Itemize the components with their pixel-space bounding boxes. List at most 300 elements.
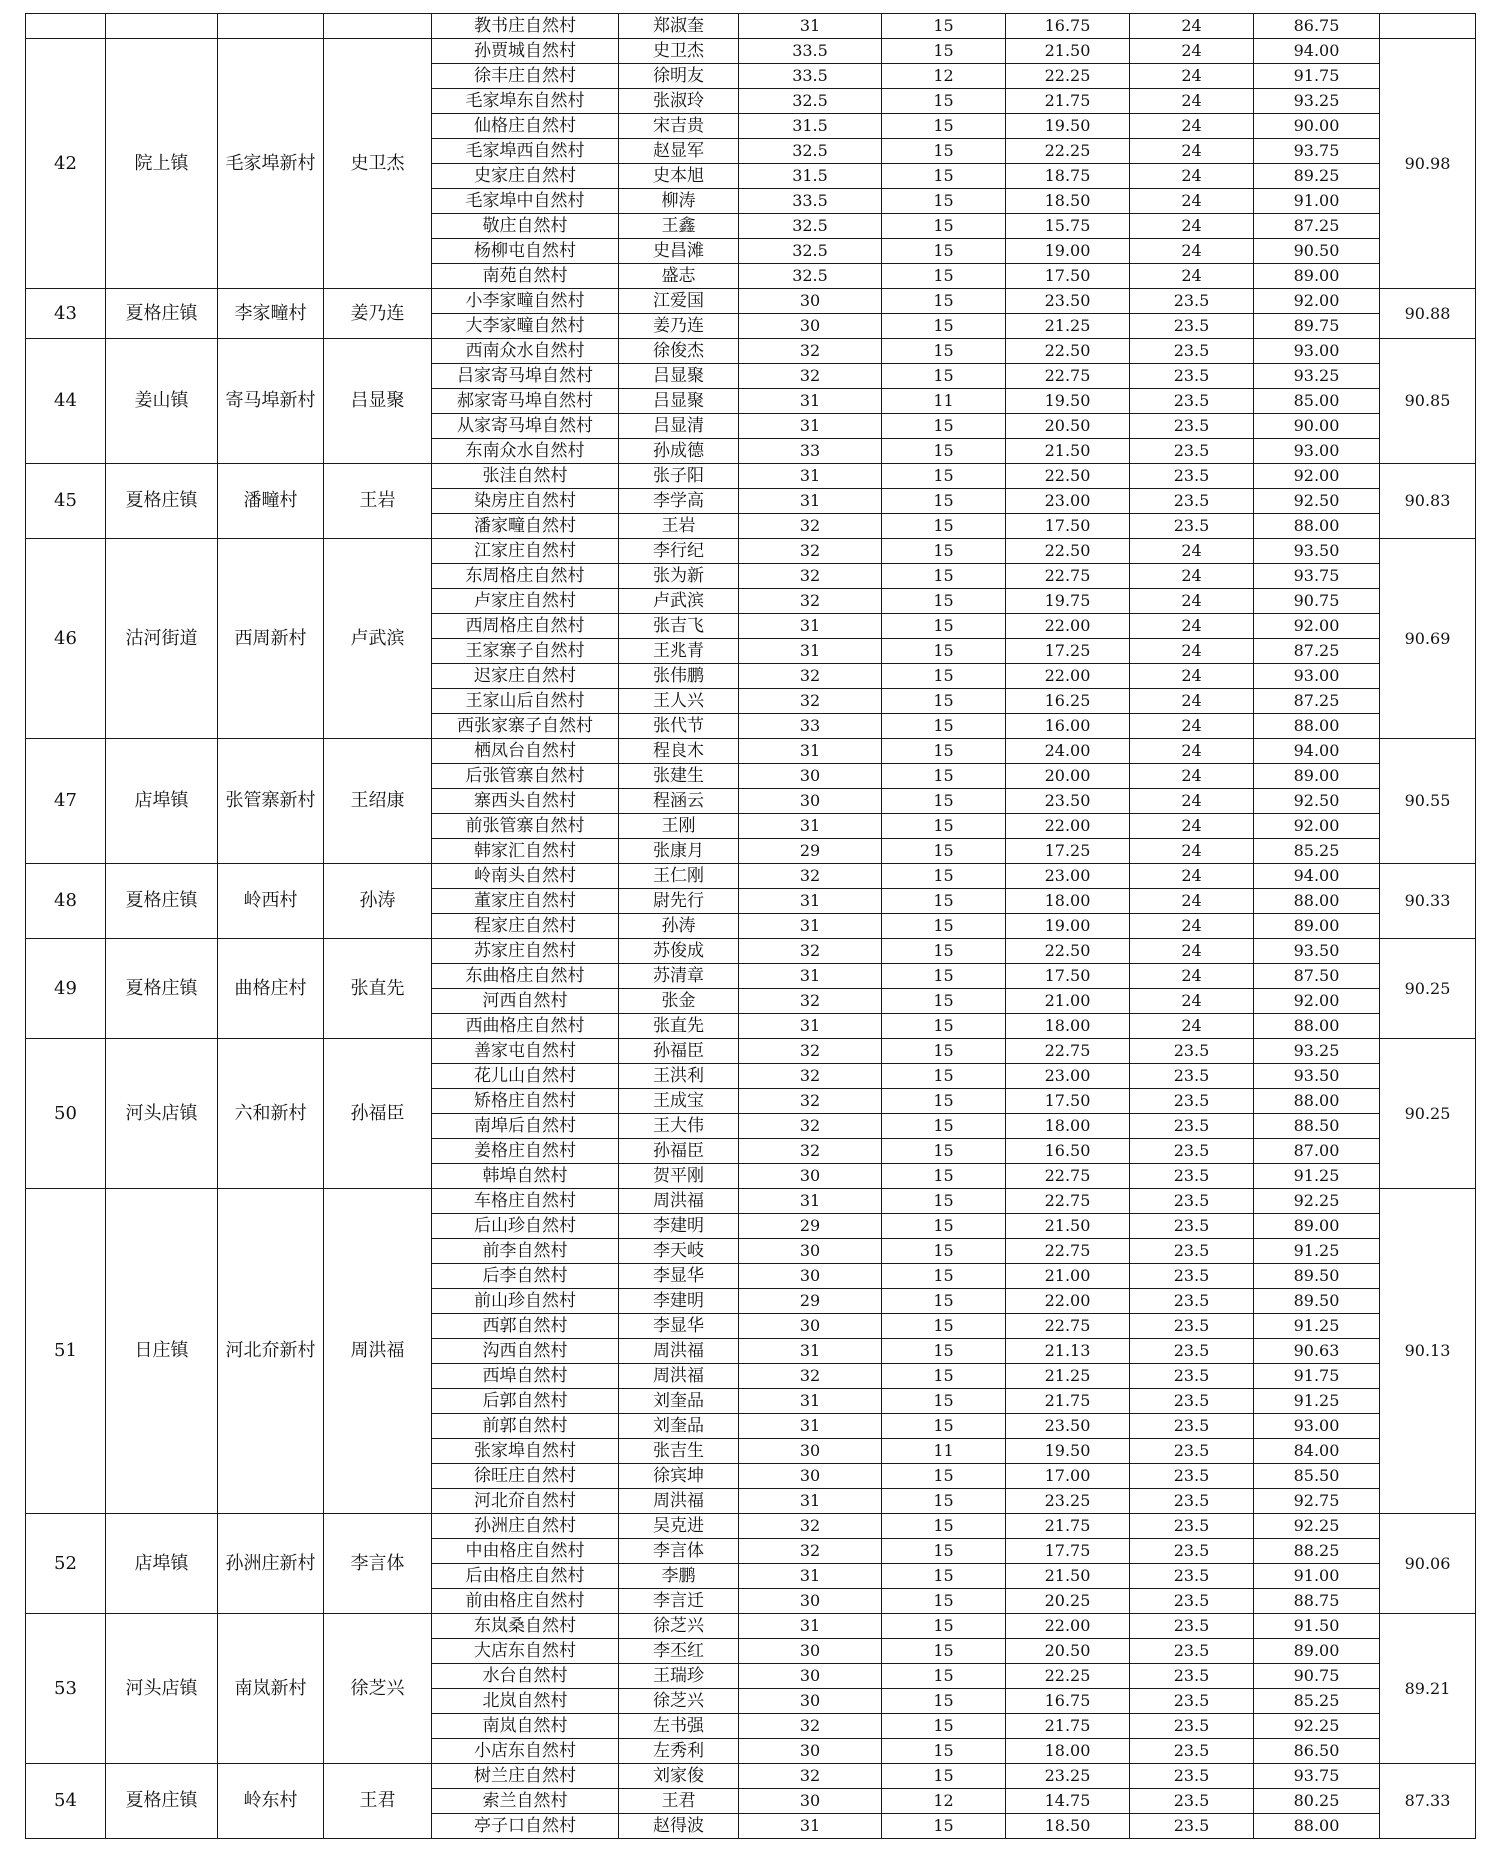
row-total-cell: 88.25 (1254, 1539, 1380, 1564)
score-a-cell: 31.5 (739, 114, 882, 139)
natural-village-cell: 西南众水自然村 (432, 339, 619, 364)
score-d-cell: 23.5 (1130, 1164, 1254, 1189)
score-c-cell: 17.25 (1006, 639, 1130, 664)
person-cell: 吕显聚 (619, 389, 739, 414)
group-average-cell: 87.33 (1380, 1764, 1476, 1839)
row-total-cell: 92.00 (1254, 814, 1380, 839)
score-d-cell: 24 (1130, 914, 1254, 939)
natural-village-cell: 前李自然村 (432, 1239, 619, 1264)
score-c-cell: 16.75 (1006, 14, 1130, 39)
party-secretary-cell: 卢武滨 (324, 539, 432, 739)
score-b-cell: 15 (882, 989, 1006, 1014)
row-total-cell: 92.00 (1254, 464, 1380, 489)
natural-village-cell: 南埠后自然村 (432, 1114, 619, 1139)
row-total-cell: 94.00 (1254, 739, 1380, 764)
score-d-cell: 23.5 (1130, 1439, 1254, 1464)
person-cell: 姜乃连 (619, 314, 739, 339)
score-a-cell: 31 (739, 489, 882, 514)
score-a-cell: 33 (739, 714, 882, 739)
score-b-cell: 15 (882, 1214, 1006, 1239)
natural-village-cell: 吕家寄马埠自然村 (432, 364, 619, 389)
row-total-cell: 92.50 (1254, 789, 1380, 814)
score-a-cell: 32.5 (739, 239, 882, 264)
score-a-cell: 32 (739, 939, 882, 964)
score-a-cell: 31 (739, 914, 882, 939)
person-cell: 王鑫 (619, 214, 739, 239)
row-total-cell: 91.25 (1254, 1239, 1380, 1264)
score-d-cell: 23.5 (1130, 1514, 1254, 1539)
natural-village-cell: 前由格庄自然村 (432, 1589, 619, 1614)
person-cell: 贺平刚 (619, 1164, 739, 1189)
score-b-cell: 15 (882, 1114, 1006, 1139)
score-b-cell: 15 (882, 1089, 1006, 1114)
score-c-cell: 19.00 (1006, 239, 1130, 264)
row-total-cell: 91.25 (1254, 1314, 1380, 1339)
score-c-cell: 21.75 (1006, 1389, 1130, 1414)
score-c-cell: 18.50 (1006, 1814, 1130, 1839)
natural-village-cell: 善家屯自然村 (432, 1039, 619, 1064)
score-a-cell: 31 (739, 614, 882, 639)
score-a-cell: 30 (739, 1689, 882, 1714)
person-cell: 张金 (619, 989, 739, 1014)
score-b-cell: 15 (882, 1689, 1006, 1714)
score-a-cell: 32 (739, 1114, 882, 1139)
natural-village-cell: 教书庄自然村 (432, 14, 619, 39)
natural-village-cell: 车格庄自然村 (432, 1189, 619, 1214)
row-total-cell: 93.25 (1254, 1039, 1380, 1064)
group-index-cell: 49 (26, 939, 106, 1039)
score-b-cell: 15 (882, 89, 1006, 114)
score-a-cell: 29 (739, 1289, 882, 1314)
group-average-cell: 90.33 (1380, 864, 1476, 939)
score-b-cell: 15 (882, 1514, 1006, 1539)
score-a-cell: 32 (739, 1089, 882, 1114)
score-a-cell: 29 (739, 1214, 882, 1239)
town-cell: 河头店镇 (106, 1039, 218, 1189)
score-a-cell: 31 (739, 739, 882, 764)
group-index-cell: 46 (26, 539, 106, 739)
score-a-cell: 30 (739, 1464, 882, 1489)
score-d-cell: 24 (1130, 814, 1254, 839)
row-total-cell: 88.00 (1254, 1014, 1380, 1039)
score-d-cell: 24 (1130, 39, 1254, 64)
natural-village-cell: 卢家庄自然村 (432, 589, 619, 614)
person-cell: 徐芝兴 (619, 1614, 739, 1639)
score-a-cell: 30 (739, 314, 882, 339)
natural-village-cell: 亭子口自然村 (432, 1814, 619, 1839)
score-d-cell: 23.5 (1130, 1089, 1254, 1114)
person-cell: 程良木 (619, 739, 739, 764)
score-a-cell: 31 (739, 814, 882, 839)
row-total-cell: 85.00 (1254, 389, 1380, 414)
score-c-cell: 17.75 (1006, 1539, 1130, 1564)
score-b-cell: 15 (882, 1139, 1006, 1164)
score-b-cell: 15 (882, 1039, 1006, 1064)
row-total-cell: 90.50 (1254, 239, 1380, 264)
score-d-cell: 23.5 (1130, 1664, 1254, 1689)
score-c-cell: 22.00 (1006, 614, 1130, 639)
admin-village-cell: 孙洲庄新村 (218, 1514, 324, 1614)
score-d-cell: 23.5 (1130, 1189, 1254, 1214)
score-c-cell: 15.75 (1006, 214, 1130, 239)
table-row (26, 1514, 1476, 1539)
row-total-cell: 92.00 (1254, 614, 1380, 639)
row-total-cell: 90.00 (1254, 114, 1380, 139)
score-c-cell: 20.00 (1006, 764, 1130, 789)
score-c-cell: 22.50 (1006, 464, 1130, 489)
score-c-cell: 22.75 (1006, 1039, 1130, 1064)
person-cell: 刘奎品 (619, 1414, 739, 1439)
score-a-cell: 31 (739, 14, 882, 39)
natural-village-cell: 前张管寨自然村 (432, 814, 619, 839)
score-a-cell: 32 (739, 1064, 882, 1089)
party-secretary-cell: 孙涛 (324, 864, 432, 939)
score-c-cell: 20.50 (1006, 414, 1130, 439)
score-d-cell: 23.5 (1130, 1414, 1254, 1439)
score-b-cell: 15 (882, 1189, 1006, 1214)
score-c-cell: 17.50 (1006, 964, 1130, 989)
row-total-cell: 87.00 (1254, 1139, 1380, 1164)
score-c-cell: 21.50 (1006, 1214, 1130, 1239)
score-b-cell: 15 (882, 1289, 1006, 1314)
score-c-cell: 21.25 (1006, 1364, 1130, 1389)
admin-village-cell: 曲格庄村 (218, 939, 324, 1039)
town-cell: 河头店镇 (106, 1614, 218, 1764)
admin-village-cell (218, 14, 324, 39)
admin-village-cell: 西周新村 (218, 539, 324, 739)
score-a-cell: 29 (739, 839, 882, 864)
natural-village-cell: 西埠自然村 (432, 1364, 619, 1389)
group-index-cell: 50 (26, 1039, 106, 1189)
score-a-cell: 31 (739, 639, 882, 664)
group-average-cell: 90.55 (1380, 739, 1476, 864)
natural-village-cell: 水台自然村 (432, 1664, 619, 1689)
town-cell: 店埠镇 (106, 1514, 218, 1614)
score-d-cell: 24 (1130, 564, 1254, 589)
group-index-cell: 52 (26, 1514, 106, 1614)
score-c-cell: 22.25 (1006, 139, 1130, 164)
row-total-cell: 93.00 (1254, 664, 1380, 689)
score-b-cell: 15 (882, 1764, 1006, 1789)
town-cell: 夏格庄镇 (106, 1764, 218, 1839)
row-total-cell: 86.75 (1254, 14, 1380, 39)
score-c-cell: 22.75 (1006, 364, 1130, 389)
person-cell: 徐宾坤 (619, 1464, 739, 1489)
natural-village-cell: 韩埠自然村 (432, 1164, 619, 1189)
row-total-cell: 92.25 (1254, 1714, 1380, 1739)
person-cell: 孙福臣 (619, 1139, 739, 1164)
score-c-cell: 21.13 (1006, 1339, 1130, 1364)
score-b-cell: 15 (882, 239, 1006, 264)
person-cell: 宋吉贵 (619, 114, 739, 139)
score-c-cell: 17.50 (1006, 514, 1130, 539)
score-b-cell: 15 (882, 564, 1006, 589)
score-b-cell: 11 (882, 389, 1006, 414)
row-total-cell: 93.75 (1254, 1764, 1380, 1789)
score-c-cell: 21.50 (1006, 39, 1130, 64)
score-b-cell: 15 (882, 839, 1006, 864)
score-a-cell: 31 (739, 1814, 882, 1839)
natural-village-cell: 苏家庄自然村 (432, 939, 619, 964)
village-score-table (25, 13, 1476, 1839)
score-c-cell: 21.25 (1006, 314, 1130, 339)
score-a-cell: 33.5 (739, 39, 882, 64)
person-cell: 史昌滩 (619, 239, 739, 264)
score-c-cell: 21.75 (1006, 89, 1130, 114)
score-a-cell: 31 (739, 464, 882, 489)
score-b-cell: 15 (882, 464, 1006, 489)
score-c-cell: 17.50 (1006, 1089, 1130, 1114)
score-c-cell: 21.75 (1006, 1514, 1130, 1539)
score-b-cell: 15 (882, 614, 1006, 639)
group-average-cell: 90.98 (1380, 39, 1476, 289)
row-total-cell: 92.50 (1254, 489, 1380, 514)
score-a-cell: 32 (739, 1714, 882, 1739)
natural-village-cell: 大店东自然村 (432, 1639, 619, 1664)
score-b-cell: 15 (882, 714, 1006, 739)
person-cell: 李建明 (619, 1214, 739, 1239)
group-index-cell: 43 (26, 289, 106, 339)
row-total-cell: 85.50 (1254, 1464, 1380, 1489)
admin-village-cell: 岭东村 (218, 1764, 324, 1839)
row-total-cell: 93.50 (1254, 939, 1380, 964)
admin-village-cell: 寄马埠新村 (218, 339, 324, 464)
natural-village-cell: 东岚桑自然村 (432, 1614, 619, 1639)
score-a-cell: 32 (739, 989, 882, 1014)
table-row (26, 1614, 1476, 1639)
row-total-cell: 90.63 (1254, 1339, 1380, 1364)
score-b-cell: 15 (882, 1539, 1006, 1564)
row-total-cell: 89.75 (1254, 314, 1380, 339)
score-d-cell: 24 (1130, 214, 1254, 239)
score-c-cell: 23.25 (1006, 1764, 1130, 1789)
score-a-cell: 33.5 (739, 189, 882, 214)
score-a-cell: 32.5 (739, 139, 882, 164)
score-d-cell: 23.5 (1130, 1814, 1254, 1839)
score-b-cell: 15 (882, 1639, 1006, 1664)
person-cell: 张直先 (619, 1014, 739, 1039)
score-b-cell: 15 (882, 639, 1006, 664)
score-b-cell: 15 (882, 1739, 1006, 1764)
score-b-cell: 15 (882, 1164, 1006, 1189)
row-total-cell: 89.25 (1254, 164, 1380, 189)
score-b-cell: 15 (882, 1489, 1006, 1514)
admin-village-cell: 岭西村 (218, 864, 324, 939)
score-c-cell: 22.75 (1006, 1314, 1130, 1339)
score-b-cell: 15 (882, 939, 1006, 964)
score-a-cell: 30 (739, 1789, 882, 1814)
score-d-cell: 24 (1130, 939, 1254, 964)
score-b-cell: 15 (882, 889, 1006, 914)
party-secretary-cell: 王君 (324, 1764, 432, 1839)
natural-village-cell: 毛家埠东自然村 (432, 89, 619, 114)
score-d-cell: 23.5 (1130, 314, 1254, 339)
row-total-cell: 93.25 (1254, 89, 1380, 114)
row-total-cell: 87.25 (1254, 214, 1380, 239)
person-cell: 李建明 (619, 1289, 739, 1314)
row-total-cell: 89.50 (1254, 1289, 1380, 1314)
row-total-cell: 94.00 (1254, 864, 1380, 889)
score-a-cell: 32 (739, 589, 882, 614)
natural-village-cell: 敬庄自然村 (432, 214, 619, 239)
row-total-cell: 87.50 (1254, 964, 1380, 989)
score-d-cell: 24 (1130, 89, 1254, 114)
town-cell: 夏格庄镇 (106, 864, 218, 939)
score-a-cell: 31 (739, 1189, 882, 1214)
row-total-cell: 89.00 (1254, 764, 1380, 789)
person-cell: 徐俊杰 (619, 339, 739, 364)
person-cell: 李言体 (619, 1539, 739, 1564)
score-b-cell: 15 (882, 964, 1006, 989)
natural-village-cell: 仙格庄自然村 (432, 114, 619, 139)
table-row (26, 464, 1476, 489)
score-a-cell: 31 (739, 414, 882, 439)
score-c-cell: 22.00 (1006, 1614, 1130, 1639)
person-cell: 张吉飞 (619, 614, 739, 639)
score-d-cell: 24 (1130, 789, 1254, 814)
natural-village-cell: 徐旺庄自然村 (432, 1464, 619, 1489)
party-secretary-cell: 王绍康 (324, 739, 432, 864)
score-b-cell: 15 (882, 364, 1006, 389)
score-d-cell: 23.5 (1130, 1364, 1254, 1389)
person-cell: 周洪福 (619, 1189, 739, 1214)
score-c-cell: 22.25 (1006, 1664, 1130, 1689)
score-d-cell: 23.5 (1130, 1264, 1254, 1289)
score-b-cell: 15 (882, 1414, 1006, 1439)
score-c-cell: 16.50 (1006, 1139, 1130, 1164)
score-c-cell: 22.75 (1006, 1189, 1130, 1214)
table-row (26, 1039, 1476, 1064)
score-c-cell: 17.25 (1006, 839, 1130, 864)
natural-village-cell: 岭南头自然村 (432, 864, 619, 889)
score-b-cell: 15 (882, 1814, 1006, 1839)
person-cell: 盛志 (619, 264, 739, 289)
row-total-cell: 93.25 (1254, 364, 1380, 389)
score-c-cell: 18.00 (1006, 1739, 1130, 1764)
person-cell: 孙成德 (619, 439, 739, 464)
score-c-cell: 21.50 (1006, 439, 1130, 464)
score-d-cell: 24 (1130, 164, 1254, 189)
score-b-cell: 15 (882, 1014, 1006, 1039)
score-a-cell: 32.5 (739, 214, 882, 239)
town-cell: 夏格庄镇 (106, 289, 218, 339)
group-average-cell: 90.85 (1380, 339, 1476, 464)
group-average-cell: 90.69 (1380, 539, 1476, 739)
natural-village-cell: 孙洲庄自然村 (432, 1514, 619, 1539)
score-a-cell: 32 (739, 1039, 882, 1064)
row-total-cell: 88.50 (1254, 1114, 1380, 1139)
person-cell: 卢武滨 (619, 589, 739, 614)
group-average-cell: 90.06 (1380, 1514, 1476, 1614)
score-c-cell: 18.00 (1006, 1114, 1130, 1139)
score-c-cell: 17.50 (1006, 264, 1130, 289)
person-cell: 王洪利 (619, 1064, 739, 1089)
score-c-cell: 23.25 (1006, 1489, 1130, 1514)
score-b-cell: 15 (882, 864, 1006, 889)
table-body (26, 14, 1476, 1839)
natural-village-cell: 东南众水自然村 (432, 439, 619, 464)
natural-village-cell: 染房庄自然村 (432, 489, 619, 514)
score-b-cell: 15 (882, 664, 1006, 689)
row-total-cell: 92.75 (1254, 1489, 1380, 1514)
score-d-cell: 24 (1130, 264, 1254, 289)
score-a-cell: 31 (739, 1489, 882, 1514)
person-cell: 李学高 (619, 489, 739, 514)
person-cell: 吕显聚 (619, 364, 739, 389)
row-total-cell: 91.75 (1254, 64, 1380, 89)
score-b-cell: 15 (882, 439, 1006, 464)
score-b-cell: 15 (882, 314, 1006, 339)
natural-village-cell: 孙贾城自然村 (432, 39, 619, 64)
natural-village-cell: 董家庄自然村 (432, 889, 619, 914)
score-d-cell: 24 (1130, 614, 1254, 639)
person-cell: 李丕红 (619, 1639, 739, 1664)
person-cell: 李行纪 (619, 539, 739, 564)
table-row (26, 289, 1476, 314)
person-cell: 史卫杰 (619, 39, 739, 64)
person-cell: 王瑞珍 (619, 1664, 739, 1689)
score-b-cell: 15 (882, 1464, 1006, 1489)
person-cell: 徐芝兴 (619, 1689, 739, 1714)
row-total-cell: 92.00 (1254, 289, 1380, 314)
score-c-cell: 19.00 (1006, 914, 1130, 939)
score-b-cell: 15 (882, 1614, 1006, 1639)
table-row (26, 1189, 1476, 1214)
admin-village-cell: 河北夼新村 (218, 1189, 324, 1514)
score-b-cell: 15 (882, 789, 1006, 814)
score-d-cell: 23.5 (1130, 1289, 1254, 1314)
score-b-cell: 15 (882, 139, 1006, 164)
score-d-cell: 23.5 (1130, 1764, 1254, 1789)
score-a-cell: 32 (739, 664, 882, 689)
admin-village-cell: 张管寨新村 (218, 739, 324, 864)
natural-village-cell: 西周格庄自然村 (432, 614, 619, 639)
row-total-cell: 93.00 (1254, 1414, 1380, 1439)
score-c-cell: 19.50 (1006, 114, 1130, 139)
score-d-cell: 24 (1130, 964, 1254, 989)
group-average-cell: 89.21 (1380, 1614, 1476, 1764)
score-d-cell: 24 (1130, 764, 1254, 789)
group-index-cell: 53 (26, 1614, 106, 1764)
person-cell: 王兆青 (619, 639, 739, 664)
score-d-cell: 23.5 (1130, 1339, 1254, 1364)
score-d-cell: 23.5 (1130, 1564, 1254, 1589)
person-cell: 王大伟 (619, 1114, 739, 1139)
score-c-cell: 22.75 (1006, 1239, 1130, 1264)
town-cell: 姜山镇 (106, 339, 218, 464)
person-cell: 张吉生 (619, 1439, 739, 1464)
row-total-cell: 91.00 (1254, 189, 1380, 214)
score-d-cell: 23.5 (1130, 1214, 1254, 1239)
score-a-cell: 32 (739, 514, 882, 539)
group-index-cell: 54 (26, 1764, 106, 1839)
score-a-cell: 30 (739, 1639, 882, 1664)
row-total-cell: 90.75 (1254, 1664, 1380, 1689)
person-cell: 柳涛 (619, 189, 739, 214)
party-secretary-cell (324, 14, 432, 39)
score-a-cell: 30 (739, 1439, 882, 1464)
admin-village-cell: 毛家埠新村 (218, 39, 324, 289)
row-total-cell: 93.75 (1254, 139, 1380, 164)
score-b-cell: 15 (882, 1714, 1006, 1739)
score-d-cell: 23.5 (1130, 1039, 1254, 1064)
score-d-cell: 24 (1130, 64, 1254, 89)
score-c-cell: 21.00 (1006, 989, 1130, 1014)
row-total-cell: 85.25 (1254, 839, 1380, 864)
score-a-cell: 30 (739, 1589, 882, 1614)
person-cell: 吴克进 (619, 1514, 739, 1539)
group-average-cell: 90.88 (1380, 289, 1476, 339)
